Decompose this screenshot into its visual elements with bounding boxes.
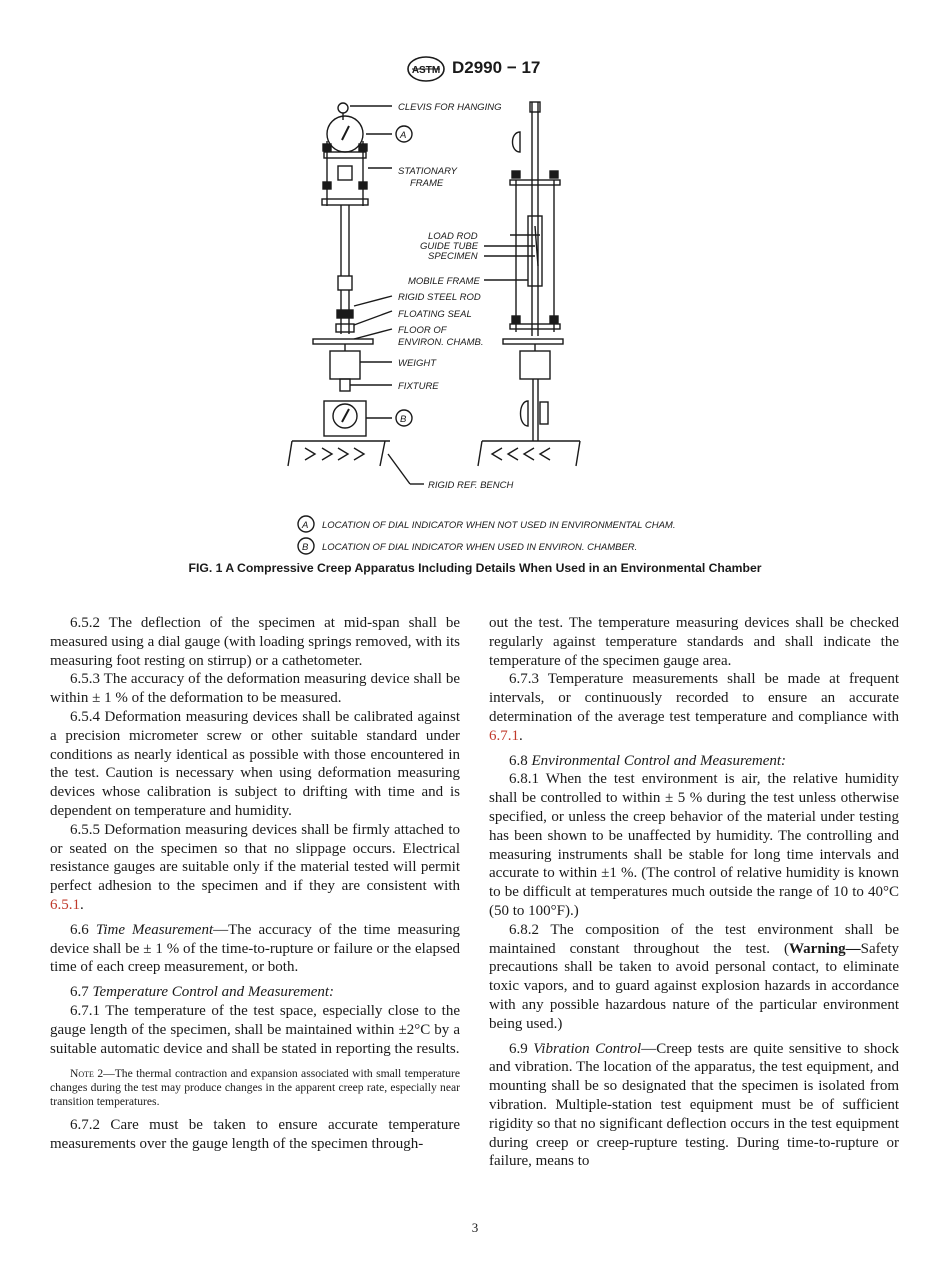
para-6-5-5 — [50, 821, 460, 915]
astm-logo — [406, 56, 446, 82]
para-6-9 — [489, 1040, 899, 1172]
figure-caption: FIG. 1 A Compressive Creep Apparatus Including Details When Used in an Environmental Chamber — [188, 561, 762, 575]
para-6-9-num: 6.9 — [509, 1040, 528, 1057]
para-6-5-5-end: . — [80, 896, 84, 913]
para-6-8-num: 6.8 — [509, 752, 528, 769]
para-6-8-2-a: 6.8.2 The composition of the test environment shall be maintained constant throughout the test. ( — [489, 921, 899, 957]
label-fixture: FIXTURE — [398, 381, 439, 392]
para-6-8 — [489, 752, 899, 771]
note-2 — [50, 1067, 460, 1109]
page-number: 3 — [471, 1220, 479, 1235]
page-header — [0, 56, 950, 82]
label-mobile-frame: MOBILE FRAME — [408, 276, 480, 287]
para-6-5-3: 6.5.3 The accuracy of the deformation measuring device shall be within ± 1 % of the deformation to be measured. — [50, 671, 460, 707]
para-6-6 — [50, 921, 460, 977]
label-load-rod: LOAD ROD — [428, 231, 478, 242]
legend-b-text: LOCATION OF DIAL INDICATOR WHEN USED IN ENVIRON. CHAMBER. — [322, 542, 638, 553]
figure-creep-apparatus — [270, 96, 690, 558]
ref-6-7-1[interactable]: 6.7.1 — [489, 727, 519, 744]
para-6-7-3-end: . — [519, 727, 523, 744]
legend-a-marker: A — [302, 520, 309, 531]
para-6-8-2 — [489, 921, 899, 1034]
label-stationary-1: STATIONARY — [398, 166, 457, 177]
para-6-5-4: 6.5.4 Deformation measuring devices shall be calibrated against a precision micrometer screw or other suitable standard under conditions as nearly identical as possible with those encountered in the test. Caution is necessary when using deformation measuring devices whose calibration is subject to drifting with time and is dependent on temperature and humidity. — [50, 708, 460, 819]
para-6-7-1: 6.7.1 The temperature of the test space, especially close to the gauge length of the specimen, shall be maintained within ±2°C by a suitable automatic device and shall be stated in reporting the results. — [50, 1002, 460, 1057]
label-rigid-rod: RIGID STEEL ROD — [398, 292, 481, 303]
para-6-7-3-text: 6.7.3 Temperature measurements shall be made at frequent intervals, or continuously recorded to ensure an accurate determination of the average test temperature and compliance with — [489, 671, 899, 725]
ref-6-5-1[interactable]: 6.5.1 — [50, 896, 80, 913]
legend-b-marker: B — [302, 542, 309, 553]
para-6-6-num: 6.6 — [70, 921, 89, 938]
logo-text: ASTM — [411, 65, 441, 76]
para-6-7 — [50, 983, 460, 1002]
left-column — [50, 614, 460, 1154]
document-designation: D2990 − 17 — [452, 58, 541, 77]
para-6-5-5-text: 6.5.5 Deformation measuring devices shall be firmly attached to or seated on the specimen so that no slippage occurs. Electrical resistance gauges are suitable only if the material tested will permit perfect adhesion to the specimen and if they are consistent with — [50, 821, 460, 895]
callout-b: B — [400, 414, 407, 425]
para-6-9-title: Vibration Control — [533, 1040, 642, 1057]
note-body: 2—The thermal contraction and expansion associated with small temperature changes during the test may produce changes in the apparent creep rate, especially near transition temperatures. — [50, 1067, 460, 1109]
label-stationary-2: FRAME — [410, 178, 444, 189]
callout-a: A — [400, 130, 407, 141]
label-floor-2: ENVIRON. CHAMB. — [398, 337, 484, 348]
para-6-6-title: Time Measurement — [95, 921, 214, 938]
right-column — [489, 614, 899, 1171]
para-6-8-title: Environmental Control and Measurement: — [531, 752, 787, 769]
note-label: Note — [70, 1067, 94, 1081]
para-6-7-2-cont: out the test. The temperature measuring devices shall be checked regularly against temperature standards and shall indicate the temperature of the specimen gauge area. — [489, 615, 899, 669]
para-6-5-2: 6.5.2 The deflection of the specimen at mid-span shall be measured using a dial gauge (with loading springs removed, with its measuring foot resting on stirrup) or a cathetometer. — [50, 615, 460, 669]
warning-label: Warning— — [788, 940, 861, 957]
para-6-7-3 — [489, 670, 899, 745]
para-6-6-body: —The accuracy of the time measuring device shall be ± 1 % of the time-to-rupture or failure or the elapsed time of each creep measurement, or both. — [50, 921, 460, 976]
label-weight: WEIGHT — [398, 358, 436, 369]
label-floating-seal: FLOATING SEAL — [398, 309, 472, 320]
para-6-7-num: 6.7 — [70, 984, 89, 1001]
para-6-8-2-b: Safety precautions shall be taken to avoid personal contact, to eliminate toxic vapors, and to guard against explosion hazards in accordance with any possible hazardous nature of the particular environment being used.) — [489, 940, 899, 1032]
label-clevis: CLEVIS FOR HANGING — [398, 102, 502, 113]
label-specimen: SPECIMEN — [428, 251, 478, 262]
label-guide-tube: GUIDE TUBE — [420, 241, 479, 252]
para-6-8-1: 6.8.1 When the test environment is air, the relative humidity shall be controlled to within ± 5 % during the test unless otherwise specified, or unless the creep behavior of the material under testing has been shown to be unaffected by humidity. The controlling and measuring instruments shall be stable for long time intervals and accurate to within ±1 %. (The control of relative humidity is known to be difficult at temperatures much outside the range of 10 to 40°C (50 to 100°F).) — [489, 771, 899, 919]
para-6-7-title: Temperature Control and Measurement: — [92, 984, 335, 1001]
para-6-7-2: 6.7.2 Care must be taken to ensure accurate temperature measurements over the gauge length of the specimen through- — [50, 1117, 460, 1153]
label-bench: RIGID REF. BENCH — [428, 480, 514, 491]
label-floor-1: FLOOR OF — [398, 325, 447, 336]
legend-a-text: LOCATION OF DIAL INDICATOR WHEN NOT USED IN ENVIRONMENTAL CHAM. — [322, 520, 676, 531]
para-6-9-body: —Creep tests are quite sensitive to shock and vibration. The location of the apparatus, the test equipment, and mounting shall be so designated that the specimen is isolated from vibration. Multiple-station test equipment must be of sufficient rigidity so that no significant deflection occurs in the test equipment during creep or creep-rupture testing. During time-to-rupture or failure, means to — [489, 1040, 899, 1170]
